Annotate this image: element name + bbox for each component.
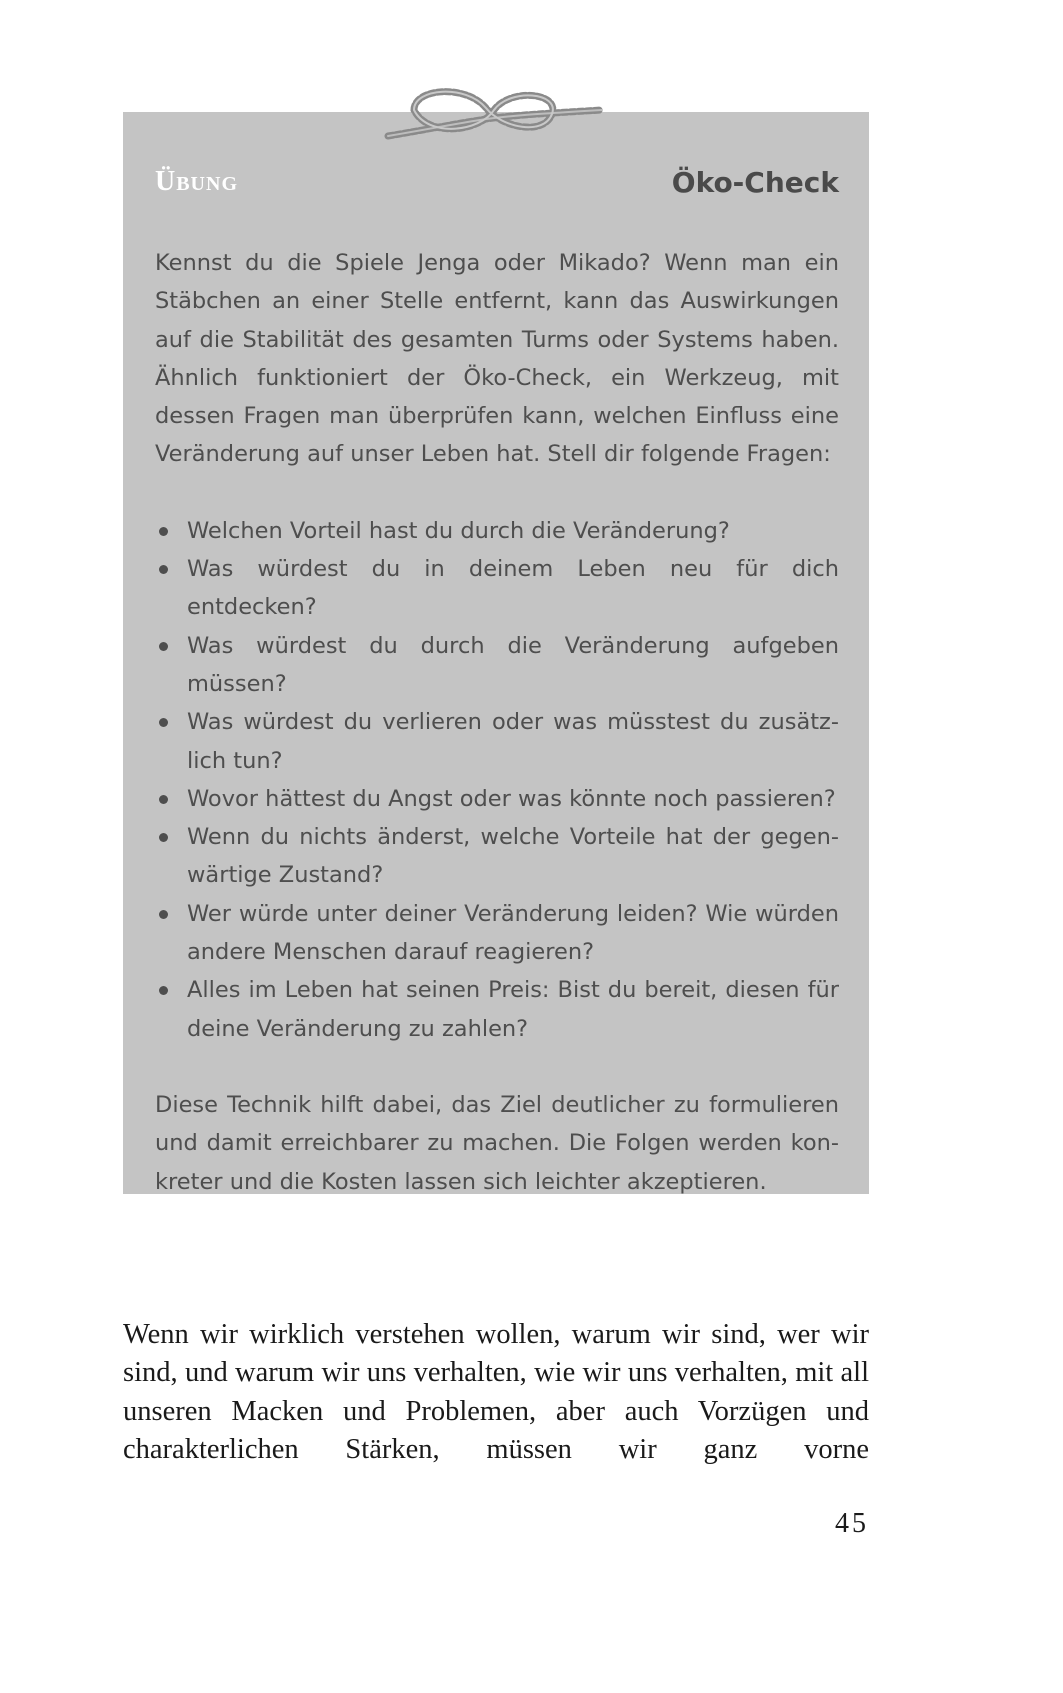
- bullet-icon: [159, 527, 168, 536]
- exercise-body: [155, 244, 839, 1201]
- question-item: [155, 895, 839, 972]
- exercise-label: Übung: [155, 166, 239, 197]
- question-text: Was würdest du verlieren oder was müsstest du zusätzlich tun?: [187, 709, 839, 774]
- exercise-box: [123, 112, 869, 1194]
- question-item: [155, 971, 839, 1048]
- question-item: [155, 703, 839, 780]
- exercise-intro: Kennst du die Spiele Jenga oder Mikado? Wenn man ein Stäbchen an einer Stelle entfernt, kann das Auswirkungen auf die Stabilität des gesamten Turms oder Systems haben. Ähnlich funktioniert der Öko-Check, ein Werkzeug, mit dessen Fragen man überprüfen kann, welchen Einfluss eine Veränderung auf unser Leben hat. Stell dir folgende Fragen:: [155, 250, 839, 468]
- bullet-icon: [159, 910, 168, 919]
- question-text: Wovor hättest du Angst oder was könnte noch passieren?: [187, 785, 836, 812]
- exercise-conclusion: Diese Technik hilft dabei, das Ziel deutlicher zu formulieren und damit erreichbarer zu machen. Die Folgen werden konkreter und die Kosten lassen sich leichter akzeptieren.: [155, 1091, 839, 1195]
- exercise-header: [155, 166, 839, 206]
- bullet-icon: [159, 642, 168, 651]
- bullet-icon: [159, 986, 168, 995]
- bullet-icon: [159, 795, 168, 804]
- question-text: Welchen Vorteil hast du durch die Veränderung?: [187, 517, 730, 544]
- bullet-icon: [159, 718, 168, 727]
- question-text: Alles im Leben hat seinen Preis: Bist du bereit, diesen für deine Veränderung zu zahlen?: [187, 977, 839, 1042]
- page-number: 45: [835, 1508, 869, 1539]
- exercise-title: Öko-Check: [671, 166, 839, 199]
- rope-knot-icon: [384, 80, 606, 160]
- question-list: [155, 512, 839, 1048]
- question-text: Wenn du nichts änderst, welche Vorteile hat der gegenwärtige Zustand?: [187, 824, 839, 889]
- question-text: Wer würde unter deiner Veränderung leiden? Wie würden andere Menschen darauf reagieren?: [187, 900, 839, 966]
- bullet-icon: [159, 565, 168, 574]
- question-item: [155, 550, 839, 627]
- question-item: [155, 512, 839, 550]
- question-text: Was würdest du durch die Veränderung aufgeben müssen?: [187, 632, 839, 697]
- question-text: Was würdest du in deinem Leben neu für dich entdecken?: [187, 556, 839, 621]
- bullet-icon: [159, 833, 168, 842]
- question-item: [155, 627, 839, 704]
- question-item: [155, 818, 839, 895]
- question-item: [155, 780, 839, 818]
- body-paragraph: Wenn wir wirklich verstehen wollen, warum wir sind, wer wir sind, und warum wir uns verhalten, wie wir uns verhalten, mit all unseren Macken und Problemen, aber auch Vorzügen und charakterlichen Stärken, müssen wir ganz vorne: [123, 1319, 869, 1465]
